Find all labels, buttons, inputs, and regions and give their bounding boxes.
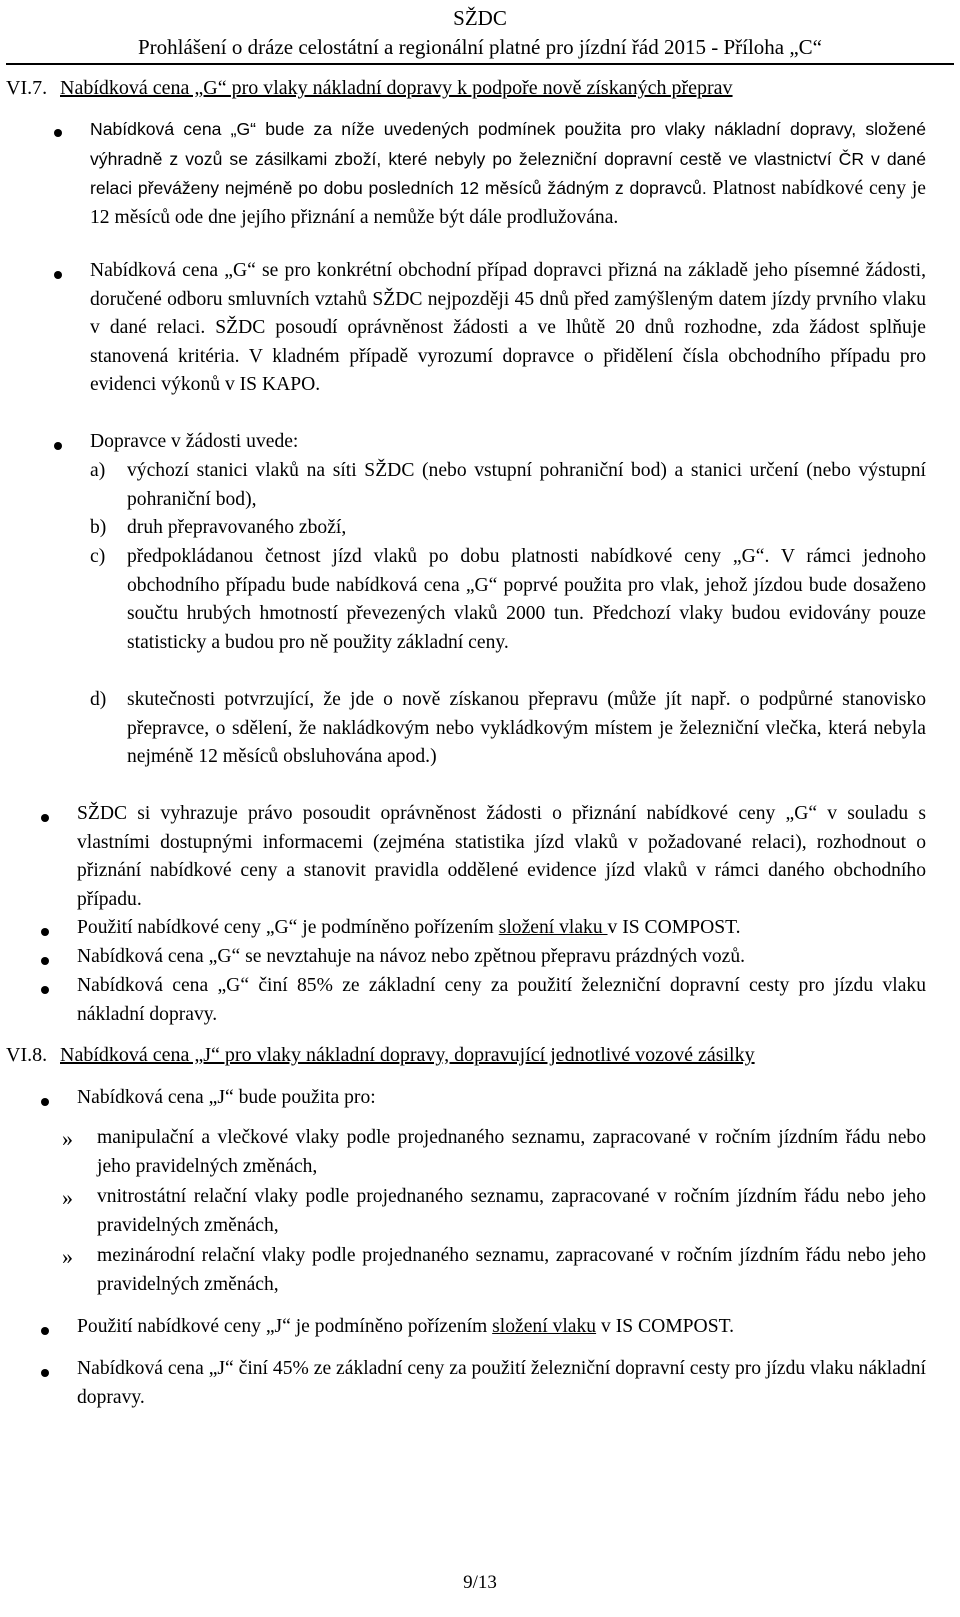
item-label: b): [90, 517, 107, 538]
paragraph: Nabídková cena „G“ se pro konkrétní obchodní případ dopravci přizná na základě jeho písemné žádosti, doručené odboru smluvních vztahů SŽDC nejpozději 45 dnů před zamýšleným datem jízdy prvního vlaku v dané relaci. SŽDC posoudí oprávněnost žádosti a ve lhůtě 20 dnů rozhodne, zda žádost splňuje stanovená kritéria. V kladném případě vyrozumí dopravce o přidělení čísla obchodního případu pro evidenci výkonů v IS KAPO.: [90, 260, 926, 395]
bullet-icon: [41, 928, 49, 936]
paragraph-serif-part: Platnost nabídkové ceny je 12 měsíců ode dne jejího přiznání a nemůže být dále prodlužována.: [90, 178, 926, 228]
list-item: vnitrostátní relační vlaky podle projednaného seznamu, zapracované v ročním jízdním řádu nebo jeho pravidelných změnách,: [97, 1186, 926, 1236]
list-item: výchozí stanici vlaků na síti SŽDC (nebo vstupní pohraniční bod) a stanici určení (nebo výstupní pohraniční bod),: [127, 460, 926, 510]
section-title: Nabídková cena „G“ pro vlaky nákladní dopravy k podpoře nově získaných přeprav: [60, 77, 733, 99]
bullet-icon: [41, 957, 49, 965]
section-heading-vi7: [6, 76, 733, 100]
item-label: d): [90, 689, 107, 710]
list-item: druh přepravovaného zboží,: [127, 517, 347, 538]
paragraph: [90, 115, 926, 232]
section-heading-vi8: [6, 1043, 755, 1067]
item-label: a): [90, 460, 106, 481]
bullet-icon: [41, 1327, 49, 1335]
list-item: skutečnosti potvrzující, že jde o nově získanou přepravu (může jít např. o podpůrné stanovisko přepravce, o sdělení, že nakládkovým nebo vykládkovým místem je železniční vlečka, která nebyla nejméně 12 měsíců obsluhována apod.): [127, 689, 926, 767]
section-title: Nabídková cena „J“ pro vlaky nákladní dopravy, dopravující jednotlivé vozové zásilky: [60, 1044, 755, 1066]
text-part: v IS COMPOST.: [607, 917, 741, 938]
paragraph: Nabídková cena „J“ bude použita pro:: [77, 1087, 376, 1108]
list-item: předpokládanou četnost jízd vlaků po dobu platnosti nabídkové ceny „G“. V rámci jednoho obchodního případu bude nabídková cena „G“ poprvé použita pro vlak, jehož jízdou bude dosaženo součtu hrubých hmotností převezených vlaků 2000 tun. Předchozí vlaky budou evidovány pouze statisticky a budou pro ně použity základní ceny.: [127, 546, 926, 653]
item-label: c): [90, 546, 106, 567]
bullet-icon: [54, 271, 62, 279]
paragraph: Dopravce v žádosti uvede:: [90, 431, 299, 452]
paragraph-sans-part: Nabídková cena „G“ bude za níže uvedených podmínek použita pro vlaky nákladní dopravy, složené výhradně z vozů se zásilkami zboží, které nebyly po železniční dopravní cestě ve vlastnictví ČR v dané relaci převáženy nejméně po dobu posledních 12 měsíců žádným z dopravců.: [90, 119, 926, 198]
bullet-icon: [41, 1098, 49, 1106]
bullet-icon: [54, 129, 62, 137]
header-document-title: Prohlášení o dráze celostátní a regionální platné pro jízdní řád 2015 - Příloha „C“: [137, 35, 823, 59]
header-rule: [6, 63, 954, 65]
bullet-icon: [41, 1369, 49, 1377]
bullet-icon: [41, 986, 49, 994]
paragraph: SŽDC si vyhrazuje právo posoudit oprávněnost žádosti o přiznání nabídkové ceny „G“ v souladu s vlastními dostupnými informacemi (zejména statistika jízd vlaků v požadované relaci), rozhodnout o přiznání nabídkové ceny a stanovit pravidla oddělené evidence jízd vlaků v rámci daného obchodního případu.: [77, 803, 926, 910]
link-slozeni-vlaku[interactable]: složení vlaku: [492, 1316, 597, 1337]
paragraph: [77, 914, 926, 943]
paragraph: [77, 1313, 926, 1342]
double-arrow-icon: »: [62, 1185, 73, 1210]
text-part: v IS COMPOST.: [596, 1316, 735, 1337]
text-part: Použití nabídkové ceny „G“ je podmíněno pořízením: [77, 917, 499, 938]
text-part: Použití nabídkové ceny „J“ je podmíněno pořízením: [77, 1316, 493, 1337]
bullet-icon: [41, 814, 49, 822]
paragraph: Nabídková cena „G“ činí 85% ze základní ceny za použití železniční dopravní cesty pro jízdu vlaku nákladní dopravy.: [77, 975, 926, 1025]
link-slozeni-vlaku[interactable]: složení vlaku: [498, 917, 608, 938]
header-org: SŽDC: [453, 6, 507, 30]
section-number: VI.8.: [6, 1044, 48, 1066]
page-number: 9/13: [463, 1572, 497, 1593]
paragraph: Nabídková cena „J“ činí 45% ze základní ceny za použití železniční dopravní cesty pro jízdu vlaku nákladní dopravy.: [77, 1358, 926, 1408]
list-item: mezinárodní relační vlaky podle projednaného seznamu, zapracované v ročním jízdním řádu nebo jeho pravidelných změnách,: [97, 1245, 926, 1295]
double-arrow-icon: »: [62, 1244, 73, 1269]
double-arrow-icon: »: [62, 1126, 73, 1151]
bullet-icon: [54, 442, 62, 450]
paragraph: Nabídková cena „G“ se nevztahuje na návoz nebo zpětnou přepravu prázdných vozů.: [77, 946, 746, 967]
section-number: VI.7.: [6, 77, 48, 99]
list-item: manipulační a vlečkové vlaky podle projednaného seznamu, zapracované v ročním jízdním řádu nebo jeho pravidelných změnách,: [97, 1127, 926, 1177]
